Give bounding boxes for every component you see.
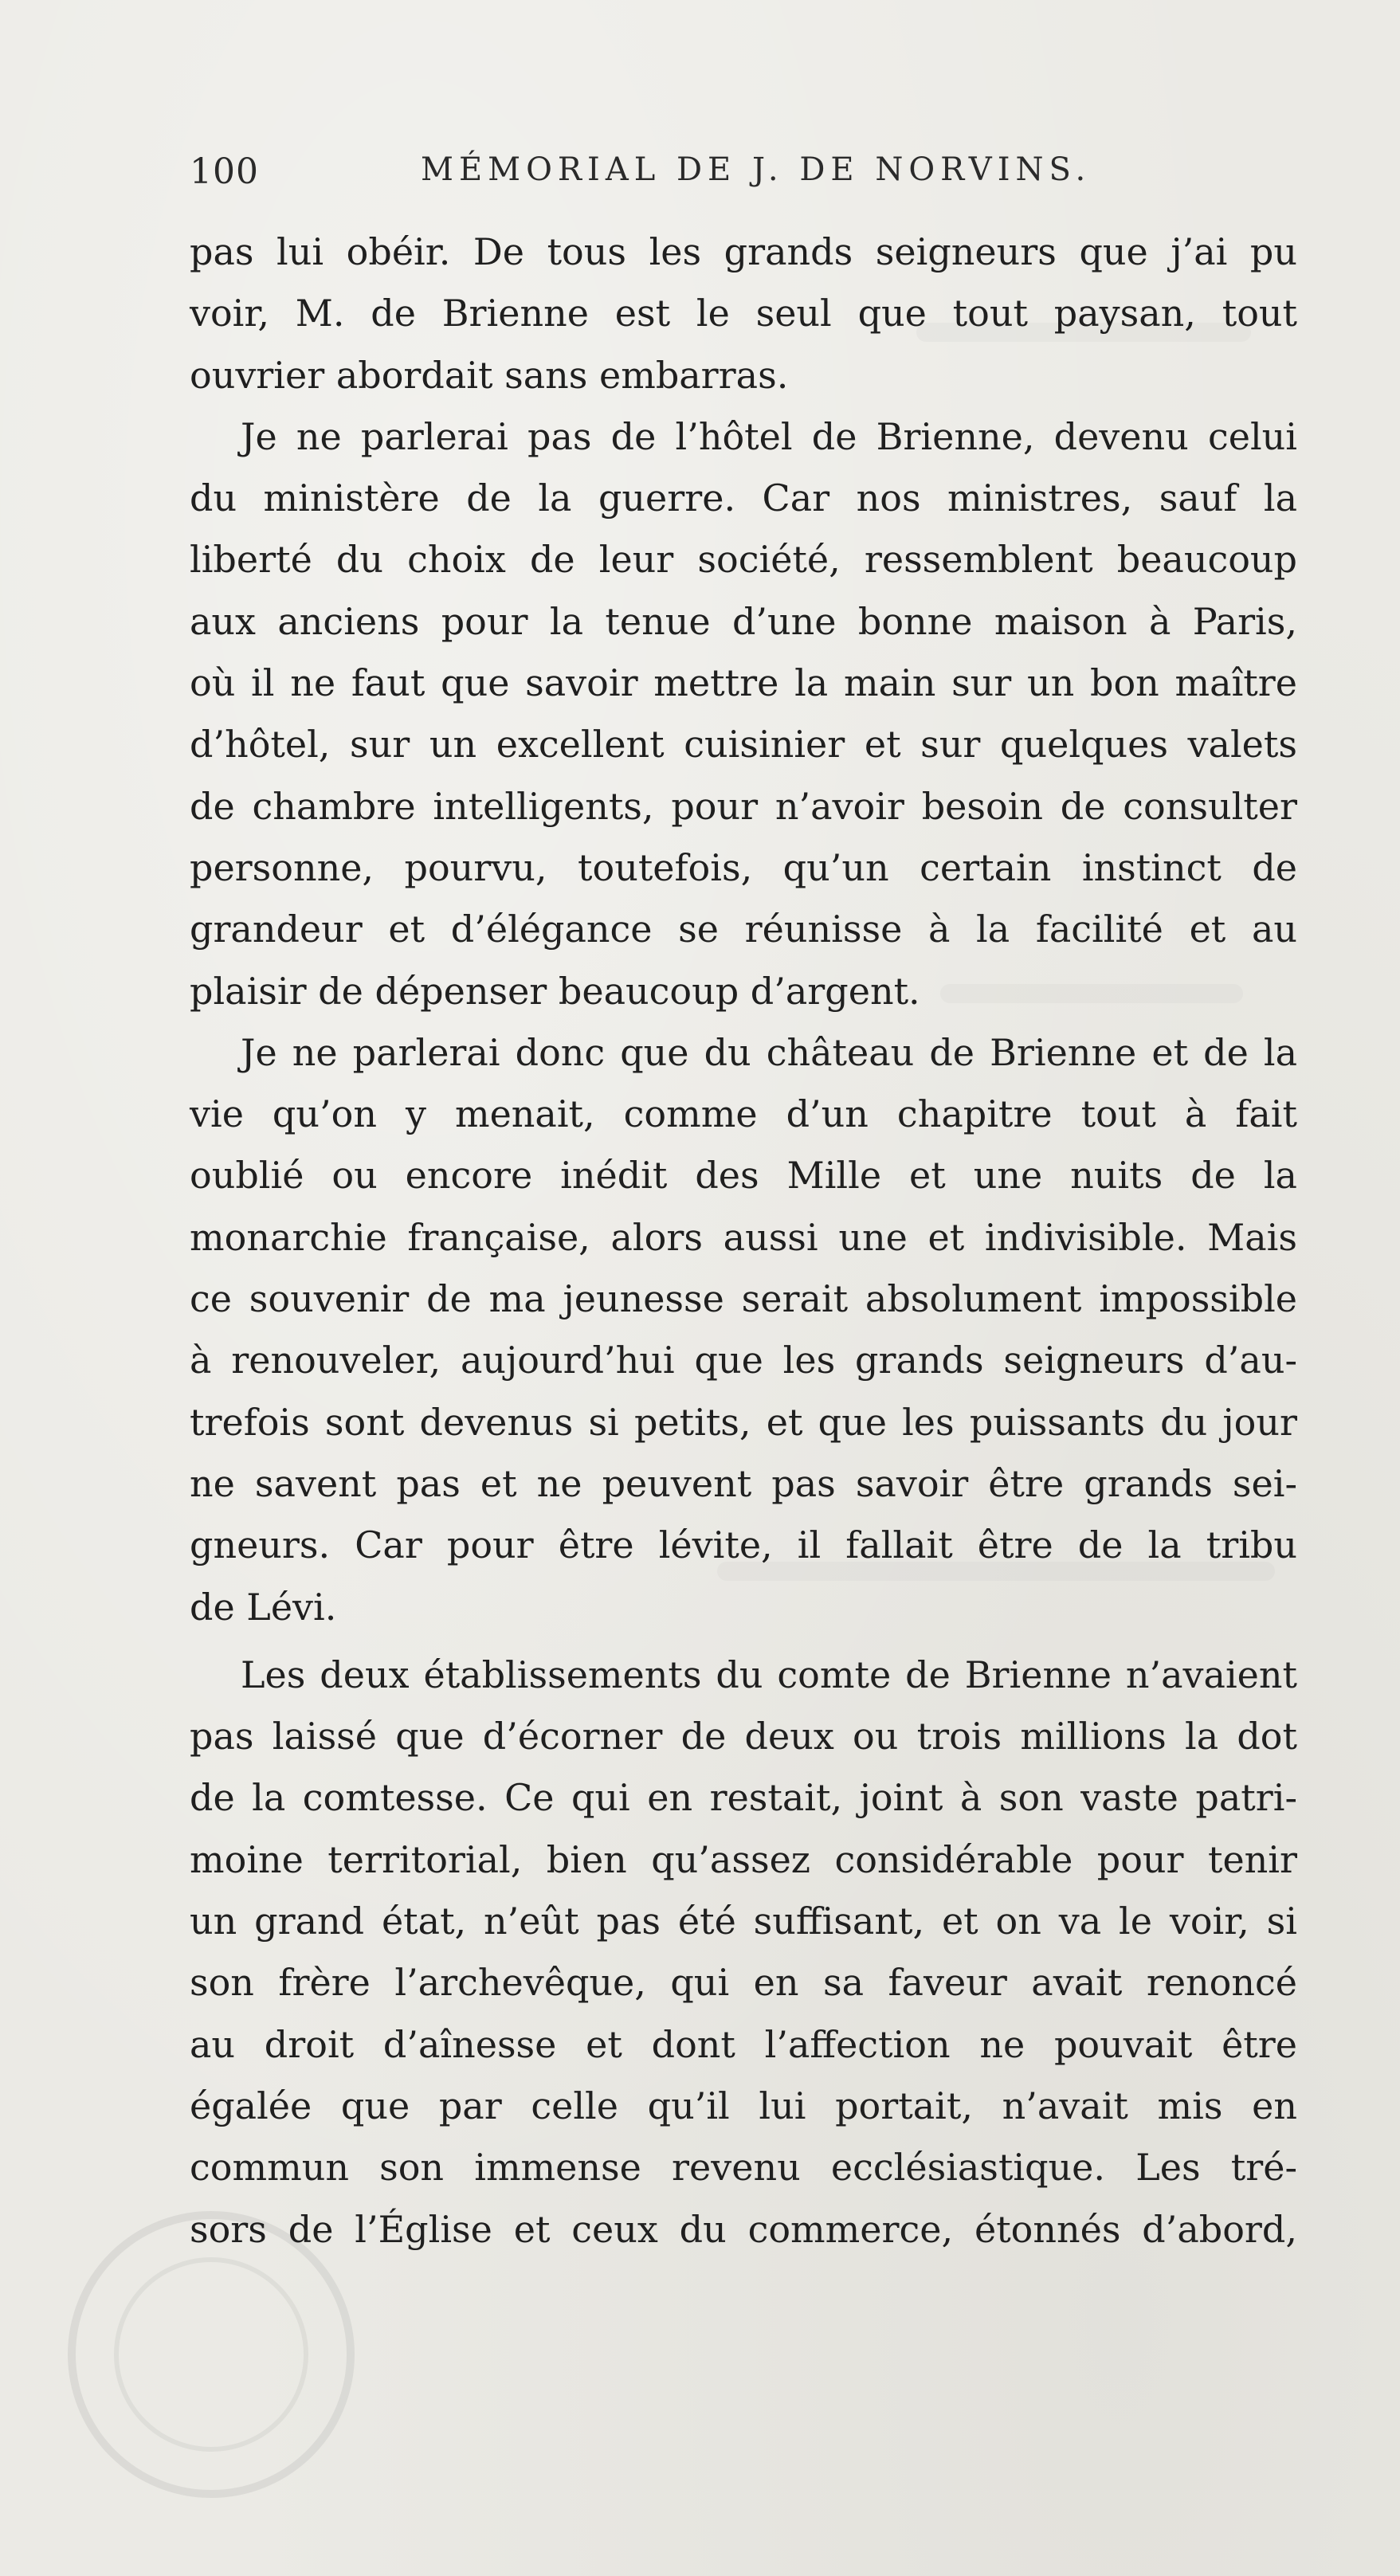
- text-line: son frère l’archevêque, qui en sa faveur avait renoncé: [190, 1961, 1297, 2005]
- text-line: pas lui obéir. De tous les grands seigneurs que j’ai pu: [190, 230, 1297, 273]
- text-line: ne savent pas et ne peuvent pas savoir être grands sei-: [190, 1461, 1297, 1505]
- text-line: égalée que par celle qu’il lui portait, n’avait mis en: [190, 2084, 1297, 2127]
- text-line: un grand état, n’eût pas été suffisant, et on va le voir, si: [190, 1900, 1297, 1943]
- text-line: aux anciens pour la tenue d’une bonne maison à Paris,: [190, 599, 1297, 643]
- paragraph: [190, 1645, 1297, 2260]
- paragraph-gap: [190, 1638, 1297, 1645]
- text-line: voir, M. de Brienne est le seul que tout paysan, tout: [190, 292, 1297, 335]
- text-line: trefois sont devenus si petits, et que les puissants du jour: [190, 1400, 1297, 1444]
- paragraph: [190, 1022, 1297, 1638]
- text-line: d’hôtel, sur un excellent cuisinier et sur quelques valets: [190, 723, 1297, 767]
- text-line: moine territorial, bien qu’assez considérable pour tenir: [190, 1837, 1297, 1881]
- text-line: du ministère de la guerre. Car nos ministres, sauf la: [190, 476, 1297, 520]
- running-title: MÉMORIAL DE J. DE NORVINS.: [421, 151, 1092, 188]
- library-stamp-inner-ring: [114, 2257, 308, 2452]
- text-line: monarchie française, alors aussi une et indivisible. Mais: [190, 1215, 1297, 1259]
- text-line: vie qu’on y menait, comme d’un chapitre tout à fait: [190, 1092, 1297, 1136]
- text-line: de chambre intelligents, pour n’avoir besoin de consulter: [190, 784, 1297, 828]
- text-line: liberté du choix de leur société, ressemblent beaucoup: [190, 538, 1297, 582]
- text-line: sors de l’Église et ceux du commerce, étonnés d’abord,: [190, 2207, 1297, 2251]
- page-header: [190, 151, 1289, 207]
- text-line: commun son immense revenu ecclésiastique. Les tré-: [190, 2146, 1297, 2190]
- text-line: Les deux établissements du comte de Brienne n’avaient: [241, 1653, 1297, 1696]
- text-line: grandeur et d’élégance se réunisse à la facilité et au: [190, 908, 1297, 951]
- text-line: pas laissé que d’écorner de deux ou trois millions la dot: [190, 1715, 1297, 1759]
- page-number: 100: [190, 151, 259, 192]
- text-line: gneurs. Car pour être lévite, il fallait être de la tribu: [190, 1523, 1297, 1567]
- paragraph: [190, 406, 1297, 1022]
- text-line: à renouveler, aujourd’hui que les grands seigneurs d’au-: [190, 1339, 1297, 1382]
- body-text: [190, 222, 1297, 2260]
- text-line: plaisir de dépenser beaucoup d’argent.: [190, 969, 920, 1013]
- text-line: au droit d’aînesse et dont l’affection ne pouvait être: [190, 2022, 1297, 2066]
- text-line: personne, pourvu, toutefois, qu’un certain instinct de: [190, 845, 1297, 889]
- text-line: de Lévi.: [190, 1585, 337, 1629]
- text-line: ce souvenir de ma jeunesse serait absolument impossible: [190, 1277, 1297, 1321]
- text-line: Je ne parlerai donc que du château de Brienne et de la: [241, 1030, 1297, 1074]
- text-line: Je ne parlerai pas de l’hôtel de Brienne, devenu celui: [241, 414, 1297, 458]
- text-line: ouvrier abordait sans embarras.: [190, 353, 789, 397]
- text-line: où il ne faut que savoir mettre la main sur un bon maître: [190, 661, 1297, 705]
- paragraph: [190, 222, 1297, 406]
- text-line: de la comtesse. Ce qui en restait, joint à son vaste patri-: [190, 1776, 1297, 1820]
- text-line: oublié ou encore inédit des Mille et une nuits de la: [190, 1154, 1297, 1198]
